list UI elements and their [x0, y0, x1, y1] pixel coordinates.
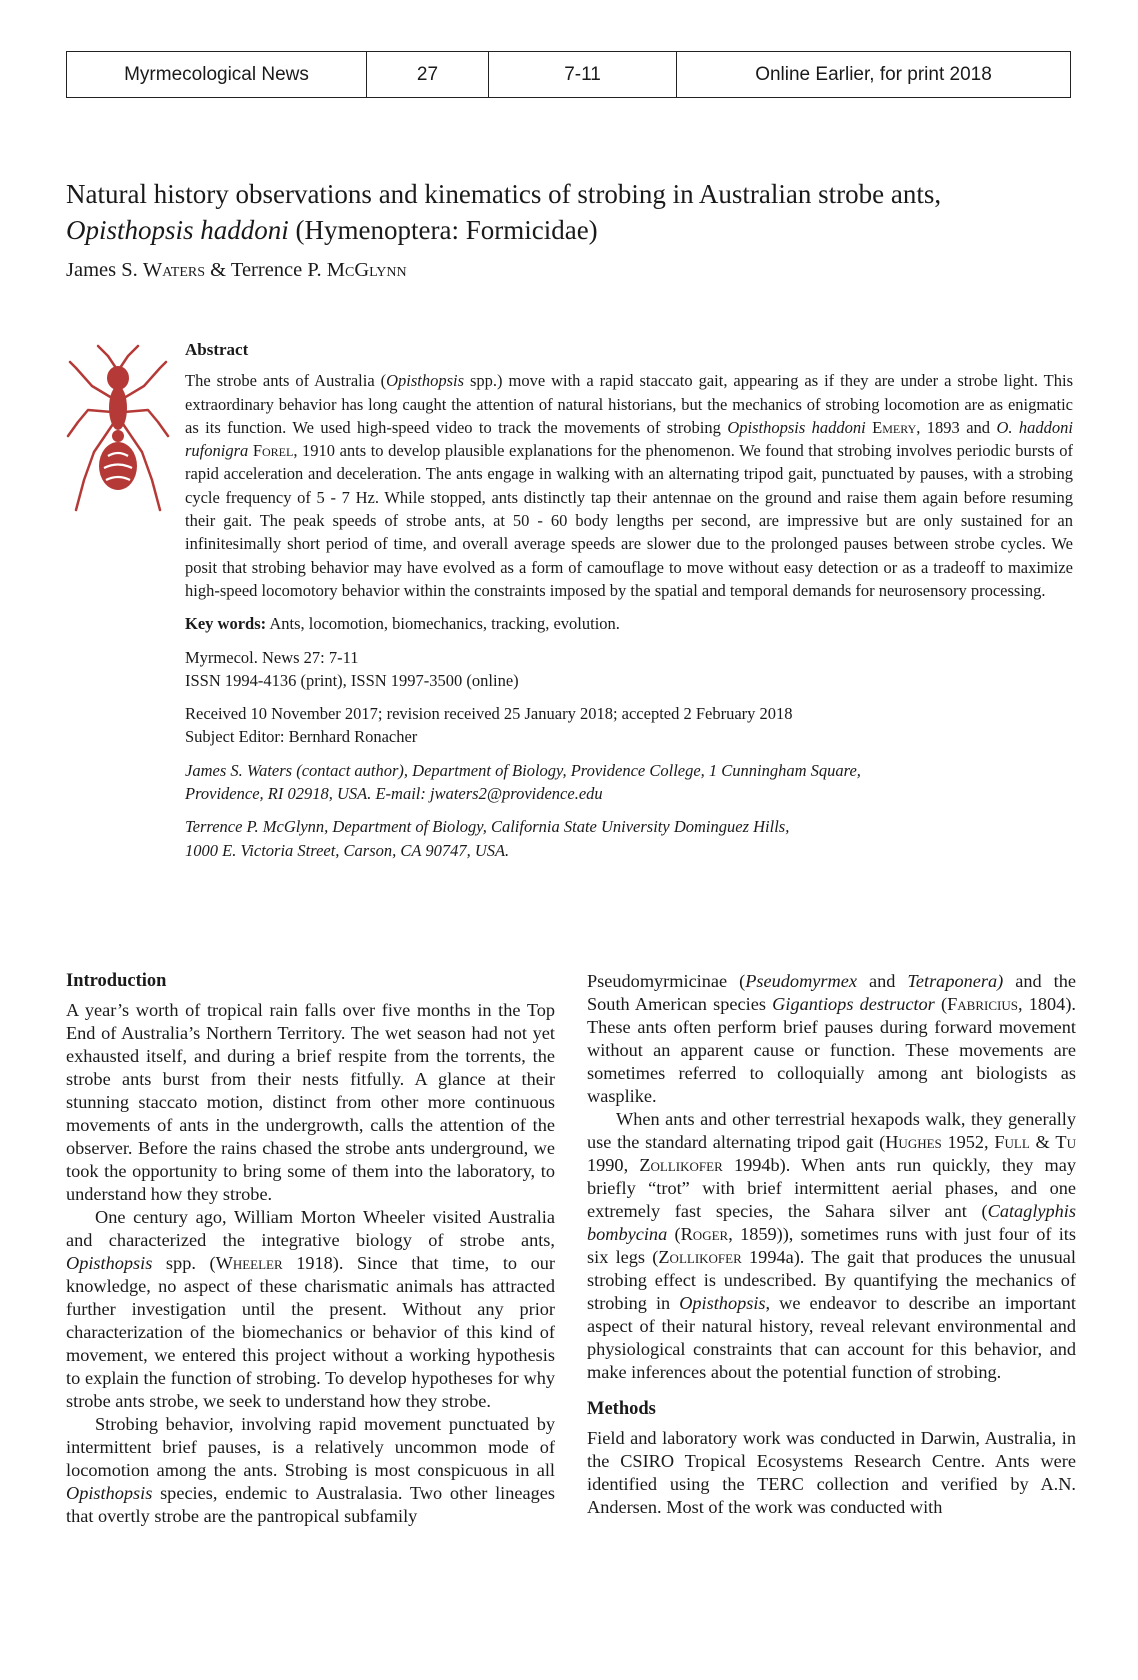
methods-heading: Methods [587, 1399, 656, 1419]
received-dates: Received 10 November 2017; revision received 25 January 2018; accepted 2 February 2018 [185, 704, 793, 724]
abstract-heading: Abstract [185, 340, 249, 359]
intro-paragraph-2: One century ago, William Morton Wheeler visited Australia and characterized the integrative biology of strobe ants, Opisthopsis spp. (Wheeler 1918). Since that time, to our knowledge, no aspect of these charismatic animals has attracted further investigation until the present. Without any prior characterization of the biomechanics or behavior of this kind of movement, we entered this project without a working hypothesis to explain the function of strobing. To develop hypotheses for why strobe ants strobe, we seek to understand how they strobe. [66, 1207, 555, 1411]
header-journal-name: Myrmecological News [67, 52, 367, 97]
issn: ISSN 1994-4136 (print), ISSN 1997-3500 (online) [185, 670, 519, 690]
author-list: James S. Waters & Terrence P. McGlynn [66, 259, 407, 281]
header-pages: 7-11 [489, 52, 677, 97]
abstract-section [185, 338, 1073, 862]
journal-header-table [66, 51, 1071, 98]
header-status: Online Earlier, for print 2018 [755, 63, 992, 85]
intro-paragraph-1: A year’s worth of tropical rain falls over five months in the Top End of Australia’s Northern Territory. The wet season had not yet exhausted itself, and during a brief respite from the torrents, the strobe ants burst from their nests fitfully. A glance at their stunning staccato motion, distinct from other more continuous movements of ants in the undergrowth, calls the attention of the observer. Before the rains chased the strobe ants underground, we took the opportunity to bring some of them into the laboratory, to understand how they strobe. [66, 1000, 555, 1204]
methods-paragraph-1: Field and laboratory work was conducted in Darwin, Australia, in the CSIRO Tropical Ecosystems Research Centre. Ants were identified using the TERC collection and verified by A.N. Andersen. Most of the work was conducted with [587, 1428, 1076, 1517]
affiliation-2: Terrence P. McGlynn, Department of Biology, California State University Dominguez Hills, 1000 E. Victoria Street, Carson, CA 90747, USA. [185, 817, 790, 860]
citation: Myrmecol. News 27: 7-11 [185, 647, 359, 667]
left-column [66, 970, 555, 1528]
ant-logo-icon [64, 340, 172, 520]
abstract-text: The strobe ants of Australia (Opisthopsis spp.) move with a rapid staccato gait, appearing as if they are under a strobe light. This extraordinary behavior has long caught the attention of natural historians, but the mechanics of strobing locomotion are as enigmatic as its function. We used high-speed video to track the movements of strobing Opisthopsis haddoni Emery, 1893 and O. haddoni rufonigra Forel, 1910 ants to develop plausible explanations for the phenomenon. We found that strobing involves periodic bursts of rapid acceleration and deceleration. The ants engage in walking with an alternating tripod gait, punctuated by pauses, with a strobing cycle frequency of 5 - 7 Hz. While stopped, ants distinctly tap their antennae on the ground and raise them again before resuming their gait. The peak speeds of strobe ants, at 50 - 60 body lengths per second, are impressive but are only sustained for an infinitesimally short period of time, and overall average speeds are slower due to the prolonged pauses between strobe cycles. We posit that strobing behavior may have evolved as a form of camouflage to move without easy detection or as a tradeoff to maximize high-speed locomotory behavior within the constraints imposed by the spatial and temporal demands for neurosensory processing. [185, 371, 1074, 600]
article-title: Natural history observations and kinematics of strobing in Australian strobe ants, Opisthopsis haddoni (Hymenoptera: Formicidae) [66, 179, 942, 245]
header-volume: 27 [367, 52, 489, 97]
keywords: Key words: Ants, locomotion, biomechanics, tracking, evolution. [185, 614, 620, 634]
intro-paragraph-3: Strobing behavior, involving rapid movement punctuated by intermittent brief pauses, is a relatively uncommon mode of locomotion among the ants. Strobing is most conspicuous in all Opisthopsis species, endemic to Australasia. Two other lineages that overtly strobe are the pantropical subfamily [66, 1414, 555, 1526]
affiliation-1: James S. Waters (contact author), Department of Biology, Providence College, 1 Cunningham Square, Providence, RI 02918, USA. E-mail: jwaters2@providence.edu [185, 760, 861, 804]
introduction-heading: Introduction [66, 971, 167, 991]
subject-editor: Subject Editor: Bernhard Ronacher [185, 727, 418, 747]
right-column [587, 970, 1076, 1519]
intro-paragraph-4: When ants and other terrestrial hexapods walk, they generally use the standard alternating tripod gait (Hughes 1952, Full & Tu 1990, Zollikofer 1994b). When ants run quickly, they may briefly “trot” with brief intermittent aerial phases, and one extremely fast species, the Sahara silver ant (Cataglyphis bombycina (Roger, 1859)), sometimes runs with just four of its six legs (Zollikofer 1994a). The gait that produces the unusual strobing effect is undescribed. By quantifying the mechanics of strobing in Opisthopsis, we endeavor to describe an important aspect of their natural history, reveal relevant environmental and physiological constraints that can account for this behavior, and make inferences about the potential function of strobing. [587, 1109, 1076, 1382]
intro-paragraph-3-cont: Pseudomyrmicinae (Pseudomyrmex and Tetraponera) and the South American species Gigantiops destructor (Fabricius, 1804). These ants often perform brief pauses during forward movement without an apparent cause or function. These movements are sometimes referred to colloquially among ant biologists as wasplike. [587, 971, 1076, 1106]
